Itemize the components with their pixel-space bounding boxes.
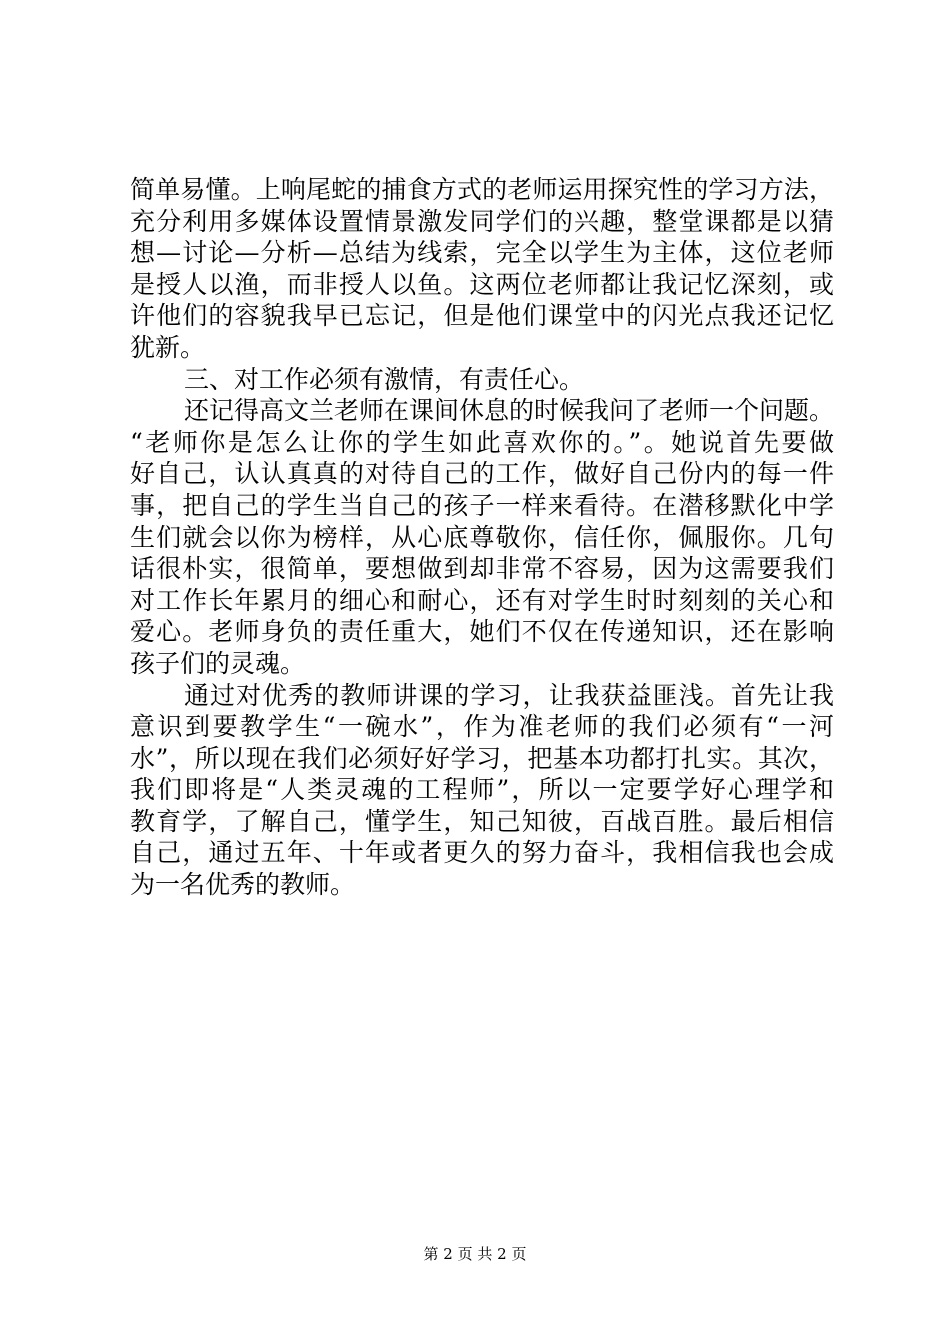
text-line: 犹新。	[130, 332, 206, 362]
text-line: 通过对优秀的教师讲课的学习，让我获益匪浅。首先让我	[184, 680, 834, 710]
text-line: 教育学，了解自己，懂学生，知己知彼，百战百胜。最后相信	[130, 806, 834, 836]
text-line: 为一名优秀的教师。	[130, 870, 356, 900]
section-heading: 三、对工作必须有激情，有责任心。	[184, 364, 585, 394]
text-line: 话很朴实，很简单，要想做到却非常不容易，因为这需要我们	[130, 554, 834, 584]
text-line: 我们即将是“人类灵魂的工程师”，所以一定要学好心理学和	[130, 775, 834, 805]
text-line: 简单易懂。上响尾蛇的捕食方式的老师运用探究性的学习方法，	[130, 175, 834, 204]
text-line: 意识到要教学生“一碗水”，作为准老师的我们必须有“一河	[130, 712, 834, 742]
text-line: 好自己，认认真真的对待自己的工作，做好自己份内的每一件	[130, 459, 834, 489]
text-line: 还记得高文兰老师在课间休息的时候我问了老师一个问题。	[184, 396, 835, 426]
text-line: 充分利用多媒体设置情景激发同学们的兴趣，整堂课都是以猜	[130, 206, 834, 236]
text-line: 自己，通过五年、十年或者更久的努力奋斗，我相信我也会成	[130, 838, 834, 868]
text-line: 是授人以渔，而非授人以鱼。这两位老师都让我记忆深刻，或	[130, 269, 834, 299]
text-line: 许他们的容貌我早已忘记，但是他们课堂中的闪光点我还记忆	[130, 301, 834, 331]
text-line: 事，把自己的学生当自己的孩子一样来看待。在潜移默化中学	[130, 490, 834, 520]
text-line: 孩子们的灵魂。	[130, 648, 306, 678]
text-line: 想—讨论—分析—总结为线索，完全以学生为主体，这位老师	[130, 238, 834, 268]
page-footer: 第 2 页 共 2 页	[423, 1245, 527, 1263]
text-line: 水”，所以现在我们必须好好学习，把基本功都打扎实。其次，	[130, 743, 834, 773]
text-line: 对工作长年累月的细心和耐心，还有对学生时时刻刻的关心和	[130, 585, 834, 615]
text-line: “老师你是怎么让你的学生如此喜欢你的。”。她说首先要做	[130, 427, 834, 457]
document-body	[130, 174, 834, 901]
text-line: 生们就会以你为榜样，从心底尊敬你，信任你，佩服你。几句	[130, 522, 834, 552]
text-line: 爱心。老师身负的责任重大，她们不仅在传递知识，还在影响	[130, 617, 834, 647]
